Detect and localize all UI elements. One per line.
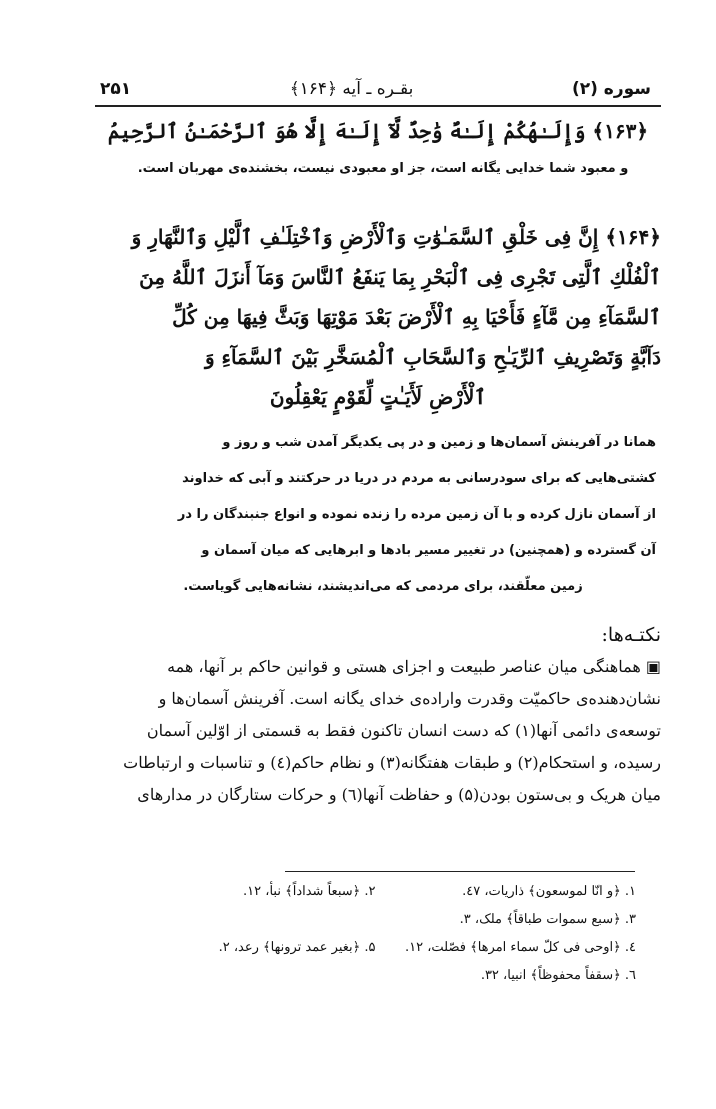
translation-line: آن گسترده و (همچنین) در تغییر مسیر بادها و ابرهایی که میان آسمان و (201, 543, 656, 558)
footnote: ٤. ﴿اوحى فى كلّ سماء امرها﴾ فصّلت، ۱۲. (404, 940, 636, 955)
translation-line: کشتی‌هایی که برای سودرسانی به مردم در دریا در حرکتند و آبی که خداوند (182, 471, 656, 486)
notes-paragraph (95, 651, 661, 811)
verse-line: ﴿۱۶۴﴾ إِنَّ فِى خَلْقِ ٱلسَّمَـٰوَٰتِ وَٱلْأَرْضِ وَٱخْتِلَـٰفِ ٱلَّيْلِ وَٱلنَّهَارِ وَ (131, 225, 661, 249)
footnote: ۳. ﴿سبع سموات طباقاً﴾ ملک، ۳. (459, 912, 636, 927)
footnote: ۵. ﴿بغير عمد ترونها﴾ رعد، ۲. (218, 940, 376, 955)
running-title: بقـره ـ آیه ﴿۱۶۴﴾ (289, 79, 414, 99)
footnote: ٦. ﴿سقفاً محفوظاً﴾ انبيا، ۳۲. (480, 968, 636, 983)
surah-label: سوره (۲) (571, 79, 651, 99)
verse-line: دَآبَّةٍ وَتَصْرِيفِ ٱلرِّيَـٰحِ وَٱلسَّحَابِ ٱلْمُسَخَّرِ بَيْنَ ٱلسَّمَآءِ وَ (204, 345, 661, 369)
footnote-spacer (135, 906, 376, 934)
verse-164-translation (95, 425, 661, 605)
note-line: رسیده، و استحکام(۲) و طبقات هفتگانه(۳) و نظام حاکم(٤) و تناسبات و ارتباطات (123, 753, 661, 772)
note-line: نشان‌دهنده‌ی حاکمیّت وقدرت واراده‌ی خدای یگانه است. آفرینش آسمان‌ها و (158, 689, 661, 708)
page-header (95, 78, 661, 99)
footnotes (135, 878, 636, 990)
footnote: ۱. ﴿و انّا لموسعون﴾ ذاریات، ٤۷. (462, 884, 636, 899)
footnote: ۲. ﴿سبعاً شداداً﴾ نبأ، ۱۲. (243, 884, 376, 899)
bullet-square-icon: ▣ (645, 657, 661, 676)
verse-163-translation: و معبود شما خدایی یگانه است، جز او معبودی نیست، بخشنده‌ی مهربان است. (137, 161, 629, 176)
verse-164-arabic (95, 217, 661, 417)
note-line: میان هریک و بی‌ستون بودن(۵) و حفاظت آنها(٦) و حرکات ستارگان در مدارهای (137, 785, 661, 804)
header-rule (95, 105, 661, 107)
note-line-first (95, 651, 661, 683)
notes-heading: نکتـه‌ها: (601, 624, 661, 646)
note-line: هماهنگی میان عناصر طبیعت و اجزای هستی و قوانین حاکم بر آنها، همه (167, 657, 641, 676)
verse-line: ٱلْأَرْضِ لَأَيَـٰتٍ لِّقَوْمٍ يَعْقِلُونَ (269, 385, 487, 409)
verse-163-arabic: ﴿۱۶۳﴾ وَإِلَـٰهُكُمْ إِلَـٰهٌ وَٰحِدٌ لَّآ إِلَـٰهَ إِلَّا هُوَ ٱلرَّحْمَـٰنُ ٱلرَّحِيمُ (107, 119, 649, 143)
verse-line: ٱلْفُلْكِ ٱلَّتِى تَجْرِى فِى ٱلْبَحْرِ بِمَا يَنفَعُ ٱلنَّاسَ وَمَآ أَنزَلَ ٱللَّهُ مِنَ (139, 265, 661, 289)
translation-line: همانا در آفرینش آسمان‌ها و زمین و در پی یکدیگر آمدن شب و روز و (222, 435, 656, 450)
page-number: ۲۵۱ (100, 79, 132, 99)
verse-line: ٱلسَّمَآءِ مِن مَّآءٍ فَأَحْيَا بِهِ ٱلْأَرْضَ بَعْدَ مَوْتِهَا وَبَثَّ فِيهَا مِن كُلِّ (172, 305, 661, 329)
note-line: توسعه‌ی دائمی آنها(۱) که دست انسان تاکنون فقط به قسمتی از اوّلین آسمان (146, 721, 661, 740)
footnote-rule (285, 871, 635, 872)
translation-line: از آسمان نازل کرده و با آن زمین مرده را زنده نموده و انواع جنبندگان را در (177, 507, 656, 522)
translation-line: زمین معلّقند، برای مردمی که می‌اندیشند، نشانه‌هایی گویاست. (183, 579, 583, 594)
